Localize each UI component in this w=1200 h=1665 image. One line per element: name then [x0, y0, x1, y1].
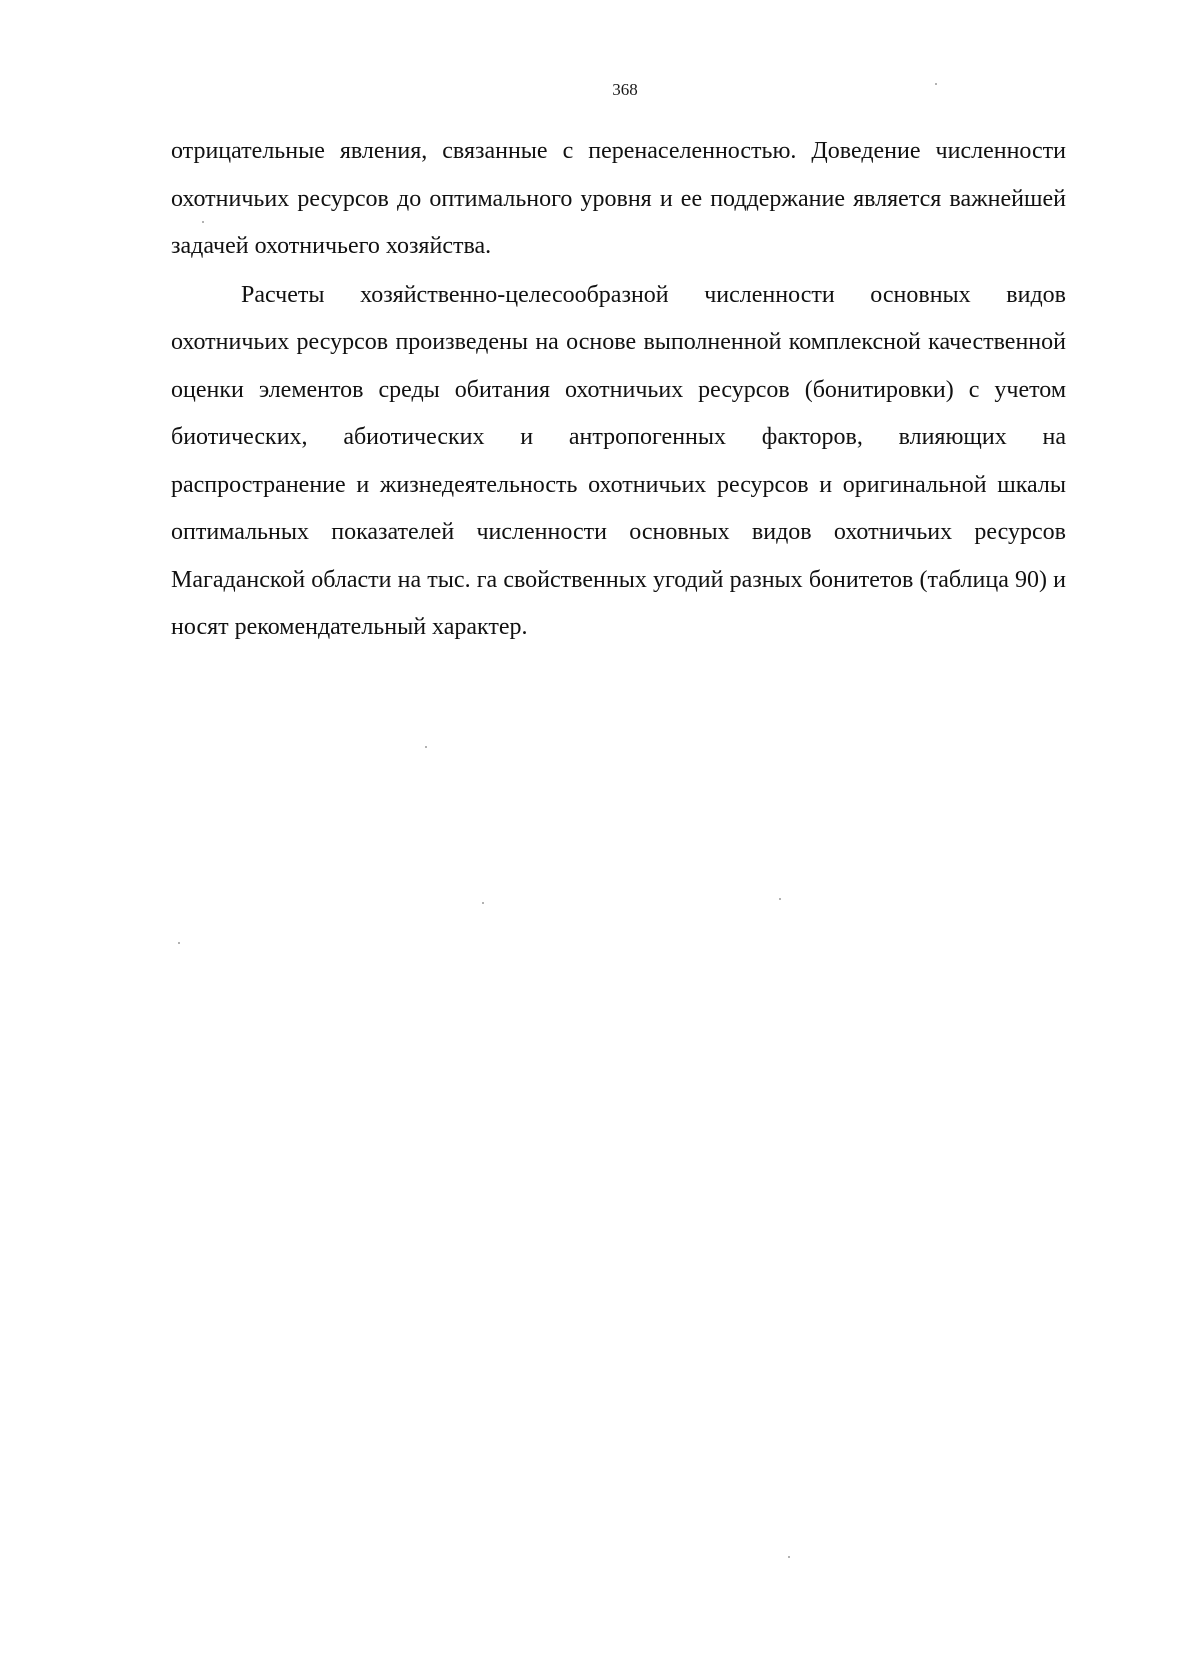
body-text [171, 128, 1066, 652]
scan-speck [788, 1556, 790, 1558]
scan-speck [779, 898, 781, 900]
paragraph-calculations: Расчеты хозяйственно-целесообразной численности основных видов охотничьих ресурсов произведены на основе выполненной комплексной качественной оценки элементов среды обитания охотничьих ресурсов (бонитировки) с учетом биотических, абиотических и антропогенных факторов, влияющих на распространение и жизнедеятельность охотничьих ресурсов и оригинальной шкалы оптимальных показателей численности основных видов охотничьих ресурсов Магаданской области на тыс. га свойственных угодий разных бонитетов (таблица 90) и носят рекомендательный характер. [171, 281, 1066, 640]
scan-speck [425, 746, 427, 748]
page-number: 368 [612, 80, 638, 99]
scan-speck [935, 83, 937, 85]
scan-speck [482, 902, 484, 904]
scan-speck [178, 942, 180, 944]
scan-speck [202, 221, 204, 223]
paragraph-continuation: отрицательные явления, связанные с перенаселенностью. Доведение численности охотничьих ресурсов до оптимального уровня и ее поддержание является важнейшей задачей охотничьего хозяйства. [171, 138, 1066, 259]
